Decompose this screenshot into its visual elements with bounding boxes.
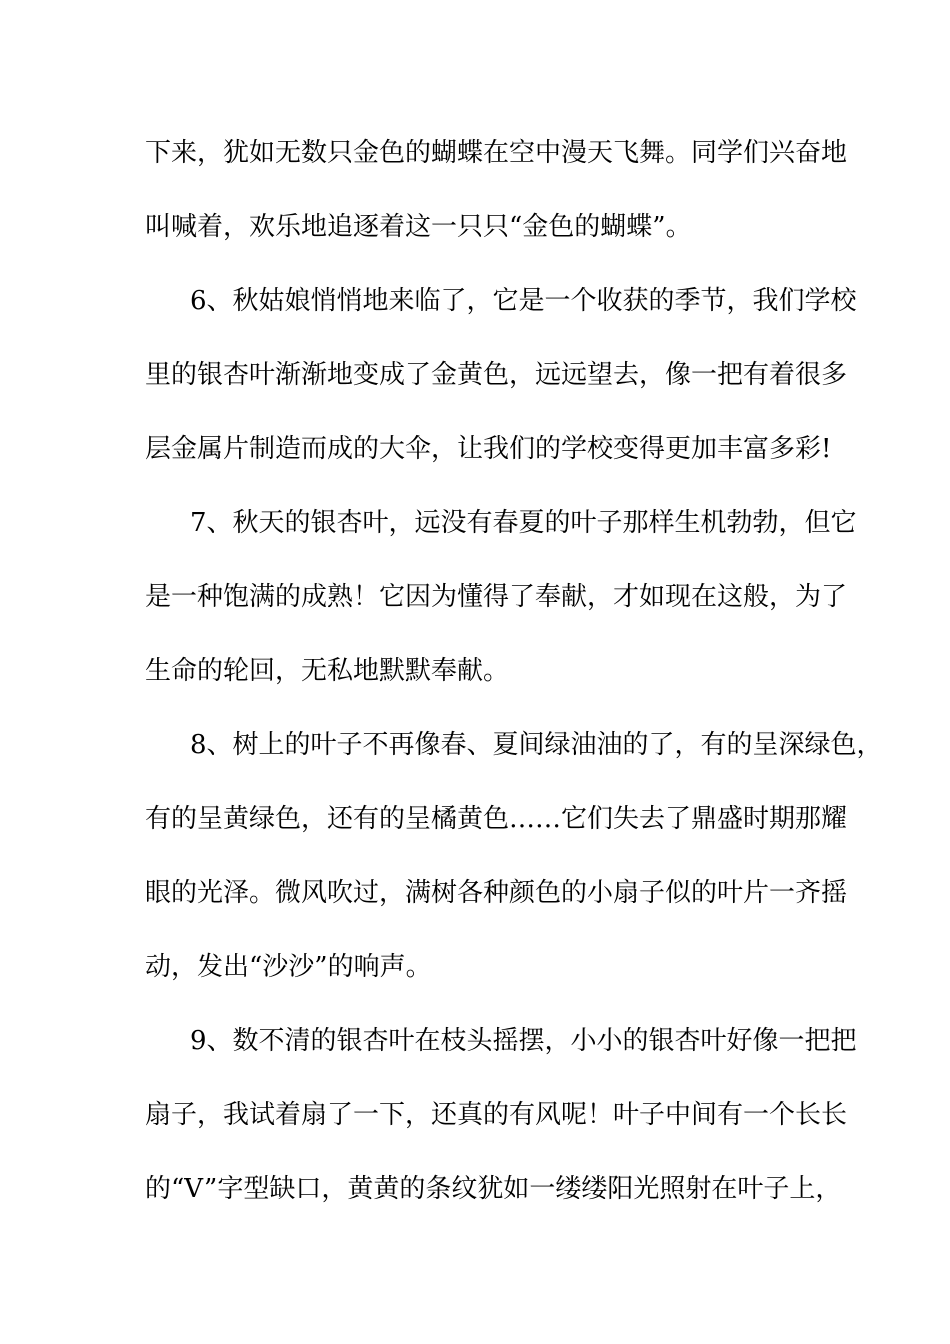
text-line: 的“V”字型缺口，黄黄的条纹犹如一缕缕阳光照射在叶子上，	[145, 1174, 842, 1204]
text-line: 是一种饱满的成熟！它因为懂得了奉献，才如现在这般，为了	[145, 582, 848, 612]
paragraph-8-start: 8、树上的叶子不再像春、夏间绿油油的了，有的呈深绿色，	[190, 730, 883, 760]
text-line: 层金属片制造而成的大伞，让我们的学校变得更加丰富多彩!	[145, 434, 832, 464]
text-line: 动，发出“沙沙”的响声。	[145, 952, 432, 982]
text-line: 扇子，我试着扇了一下，还真的有风呢！叶子中间有一个长长	[145, 1100, 848, 1130]
text-line: 有的呈黄绿色，还有的呈橘黄色……它们失去了鼎盛时期那耀	[145, 804, 848, 834]
text-line: 眼的光泽。微风吹过，满树各种颜色的小扇子似的叶片一齐摇	[145, 878, 848, 908]
paragraph-7-start: 7、秋天的银杏叶，远没有春夏的叶子那样生机勃勃，但它	[190, 508, 857, 538]
text-line: 下来，犹如无数只金色的蝴蝶在空中漫天飞舞。同学们兴奋地	[145, 138, 848, 168]
paragraph-6-start: 6、秋姑娘悄悄地来临了，它是一个收获的季节，我们学校	[190, 286, 857, 316]
text-line: 叫喊着，欢乐地追逐着这一只只“金色的蝴蝶”。	[145, 212, 692, 242]
text-line: 生命的轮回，无私地默默奉献。	[145, 656, 510, 686]
text-line: 里的银杏叶渐渐地变成了金黄色，远远望去，像一把有着很多	[145, 360, 848, 390]
paragraph-9-start: 9、数不清的银杏叶在枝头摇摆，小小的银杏叶好像一把把	[190, 1026, 857, 1056]
